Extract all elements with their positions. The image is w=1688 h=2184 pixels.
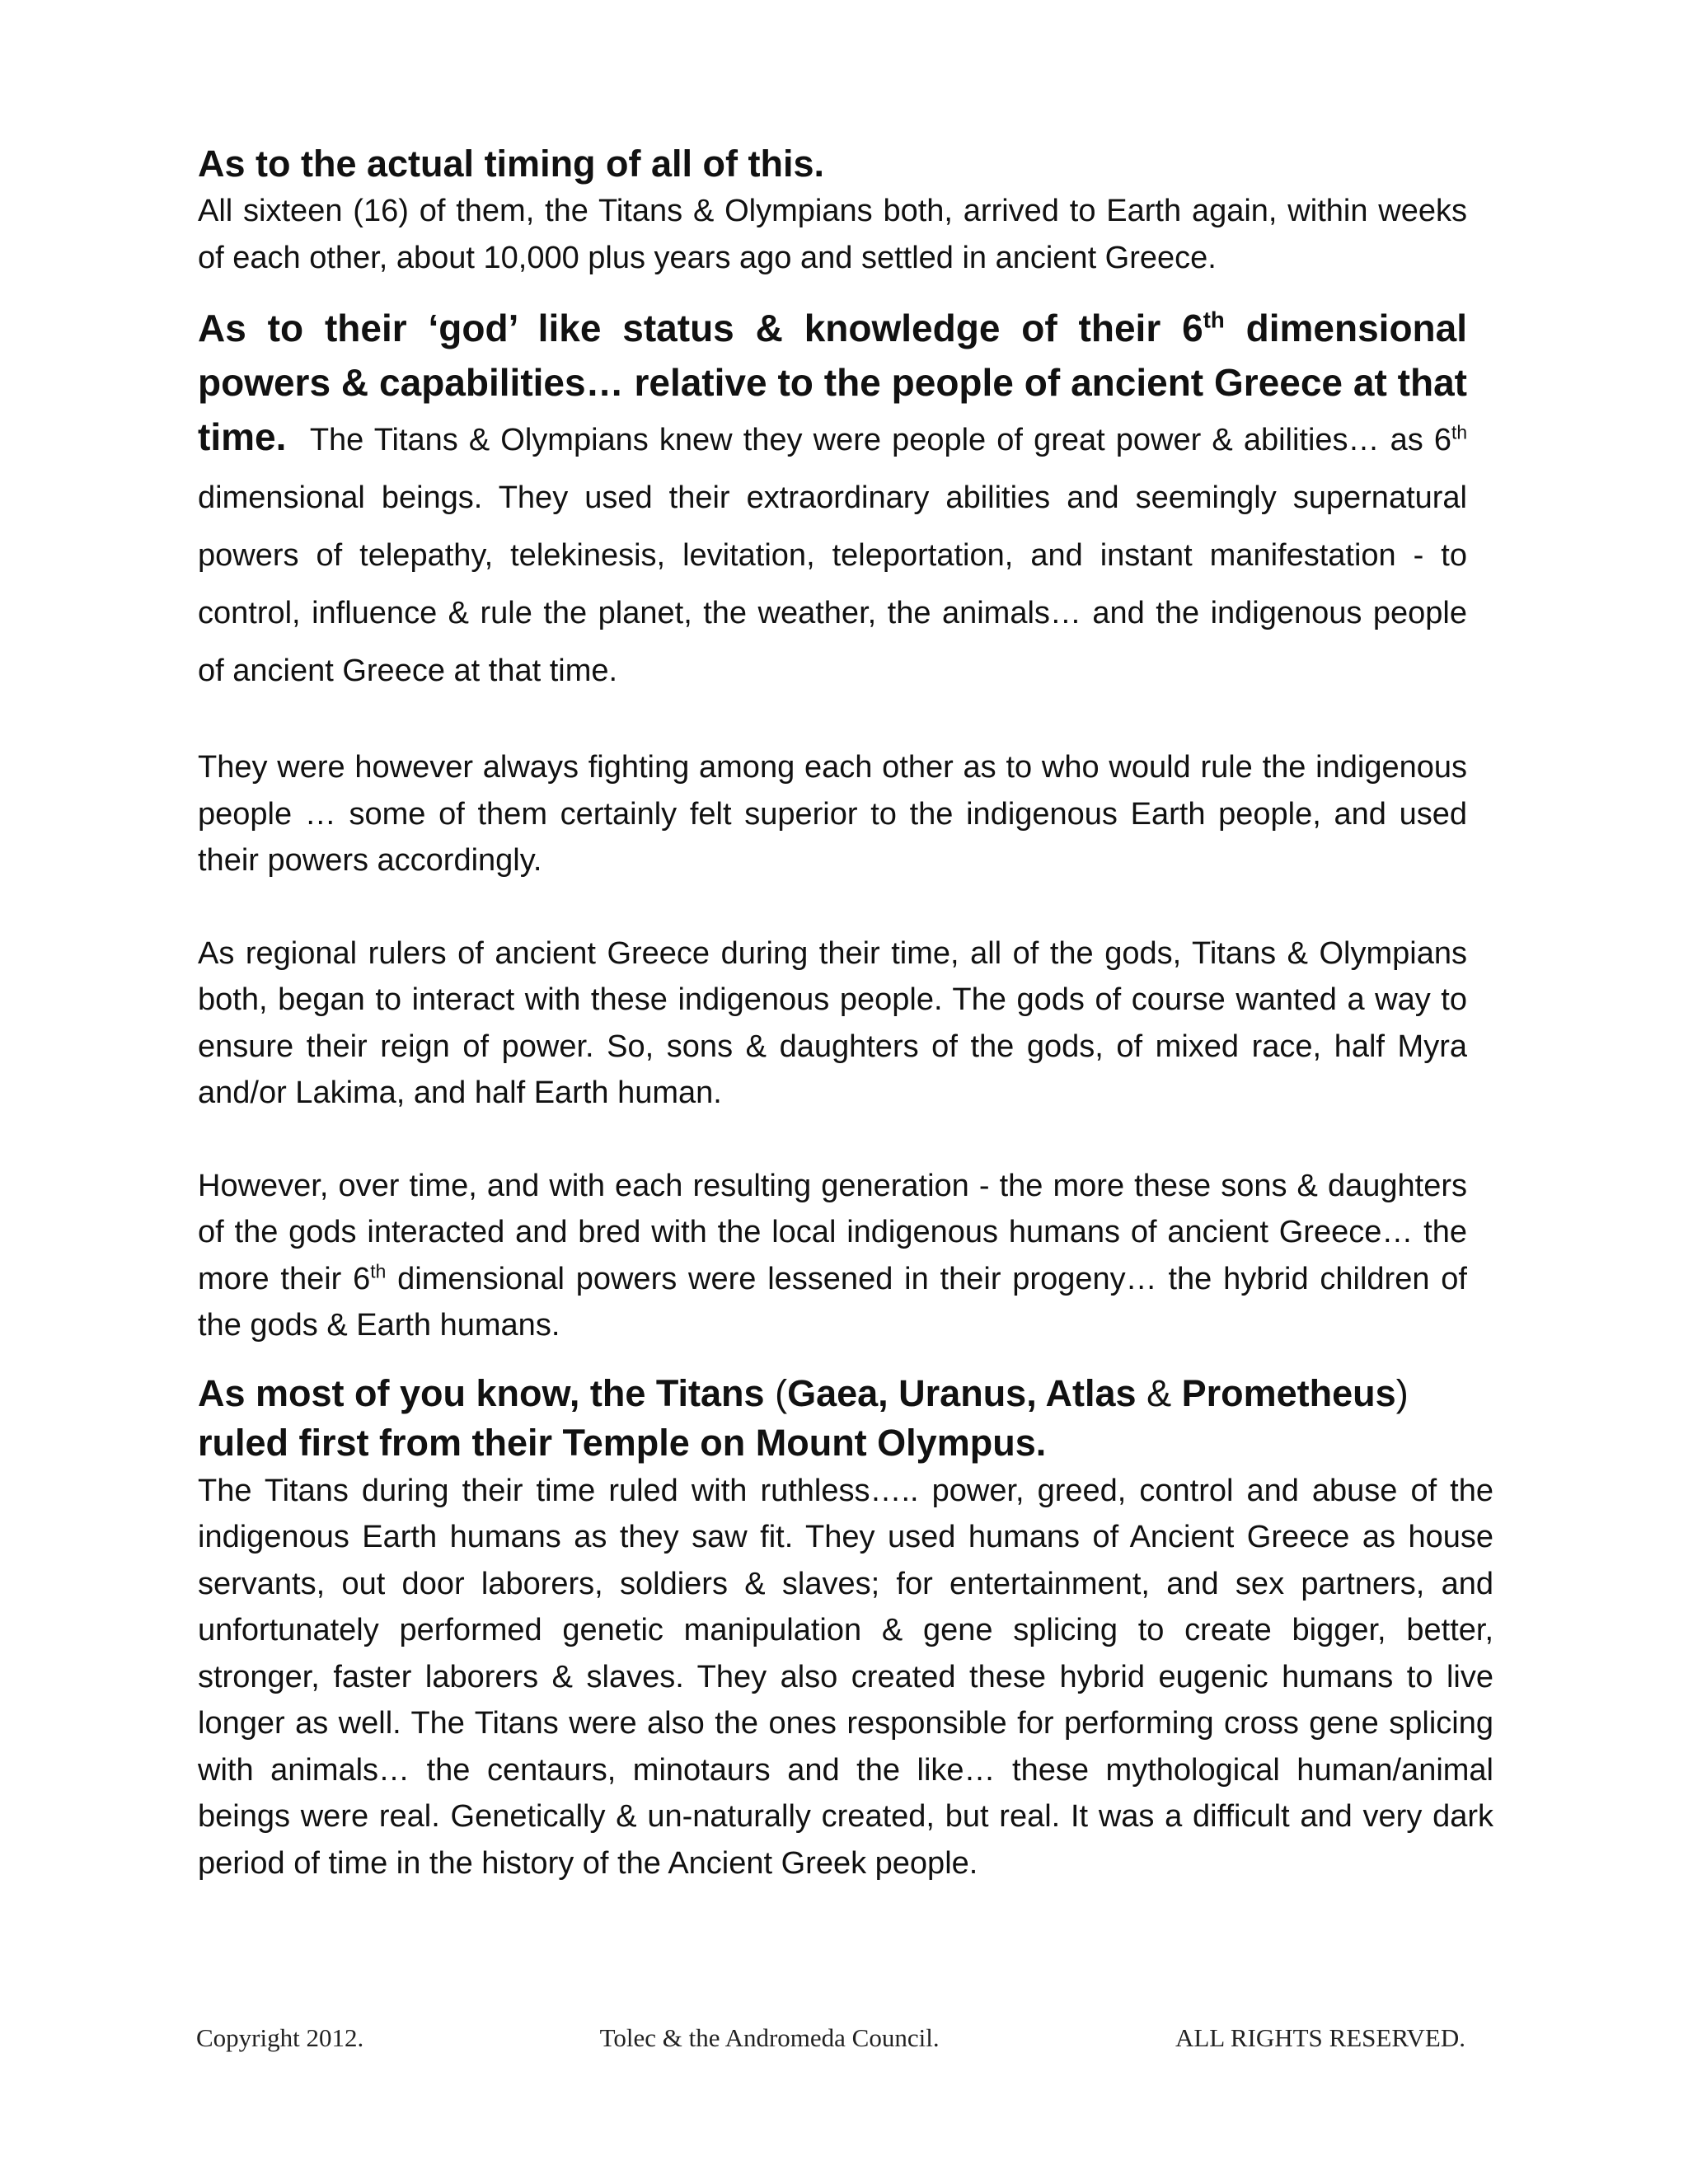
paragraph-text: dimensional beings. They used their extraordinary abilities and seemingly supernatural powers of telepathy, telekinesis, levitation, teleportation, and instant manifestation - to control, influence & rule the planet, the weather, the animals… and the indigenous people of ancient Greece at that time. (198, 480, 1467, 688)
heading-text: As to their ‘god’ like status & knowledge of their 6 (198, 307, 1203, 349)
footer-author: Tolec & the Andromeda Council. (599, 2023, 940, 2052)
paragraph-generations (198, 1163, 1467, 1349)
paragraph-status (198, 423, 1467, 688)
spacer (198, 281, 1496, 301)
page-footer (196, 2023, 1465, 2053)
superscript: th (1203, 307, 1225, 333)
section-heading-status (198, 301, 1467, 698)
footer-copyright: Copyright 2012. (196, 2023, 364, 2052)
heading-text: ruled first from their Temple on Mount Olympus. (198, 1421, 1047, 1464)
heading-names: Gaea, Uranus, Atlas (787, 1371, 1137, 1414)
spacer (198, 1349, 1496, 1369)
paragraph-regional-rulers: As regional rulers of ancient Greece during their time, all of the gods, Titans & Olympians both, began to interact with these indigenous people. The gods of course wanted a way to ensure their reign of power. So, sons & daughters of the gods, of mixed race, half Myra and/or Lakima, and half Earth human. (198, 935, 1467, 1110)
section-heading-titans (198, 1369, 1496, 1468)
heading-text: dimensional powers & capabilities… relative to the people of ancient Greece at that time. (198, 307, 1468, 458)
spacer (198, 884, 1496, 930)
paragraph-fighting: They were however always fighting among each other as to who would rule the indigenous people … some of them certainly felt superior to the indigenous Earth people, and used their powers accordingly. (198, 750, 1467, 878)
superscript: th (1451, 421, 1468, 443)
paren: ) (1395, 1371, 1409, 1414)
ampersand: & (1136, 1371, 1182, 1414)
section-heading-timing: As to the actual timing of all of this. (198, 143, 825, 185)
paren: ( (764, 1371, 788, 1414)
superscript: th (370, 1259, 387, 1282)
paragraph-timing: All sixteen (16) of them, the Titans & Olympians both, arrived to Earth again, within weeks of each other, about 10,000 plus years ago and settled in ancient Greece. (198, 194, 1467, 275)
paragraph-text: The Titans & Olympians knew they were people of great power & abilities… as 6 (309, 423, 1451, 457)
paragraph-titans-rule: The Titans during their time ruled with ruthless….. power, greed, control and abuse of the indigenous Earth humans as they saw fit. They used humans of Ancient Greece as house servants, out door laborers, soldiers & slaves; for entertainment, and sex partners, and unfortunately performed genetic manipulation & gene splicing to create bigger, better, stronger, faster laborers & slaves. They also created these hybrid eugenic humans to live longer as well. The Titans were also the ones responsible for performing cross gene splicing with animals… the centaurs, minotaurs and the like… these mythological human/animal beings were real. Genetically & un-naturally created, but real. It was a difficult and very dark period of time in the history of the Ancient Greek people. (198, 1473, 1493, 1881)
document-page (198, 140, 1496, 1886)
heading-text: As most of you know, the Titans (198, 1371, 765, 1414)
heading-names: Prometheus (1181, 1371, 1396, 1414)
paragraph-text: dimensional powers were lessened in their progeny… the hybrid children of the gods & Earth humans. (198, 1261, 1467, 1343)
footer-rights: ALL RIGHTS RESERVED. (1175, 2023, 1465, 2052)
spacer (198, 698, 1496, 744)
spacer (198, 1117, 1496, 1163)
paragraph-text: However, over time, and with each resulting generation - the more these sons & daughters of the gods interacted and bred with the local indigenous humans of ancient Greece… the more their 6 (198, 1168, 1467, 1296)
